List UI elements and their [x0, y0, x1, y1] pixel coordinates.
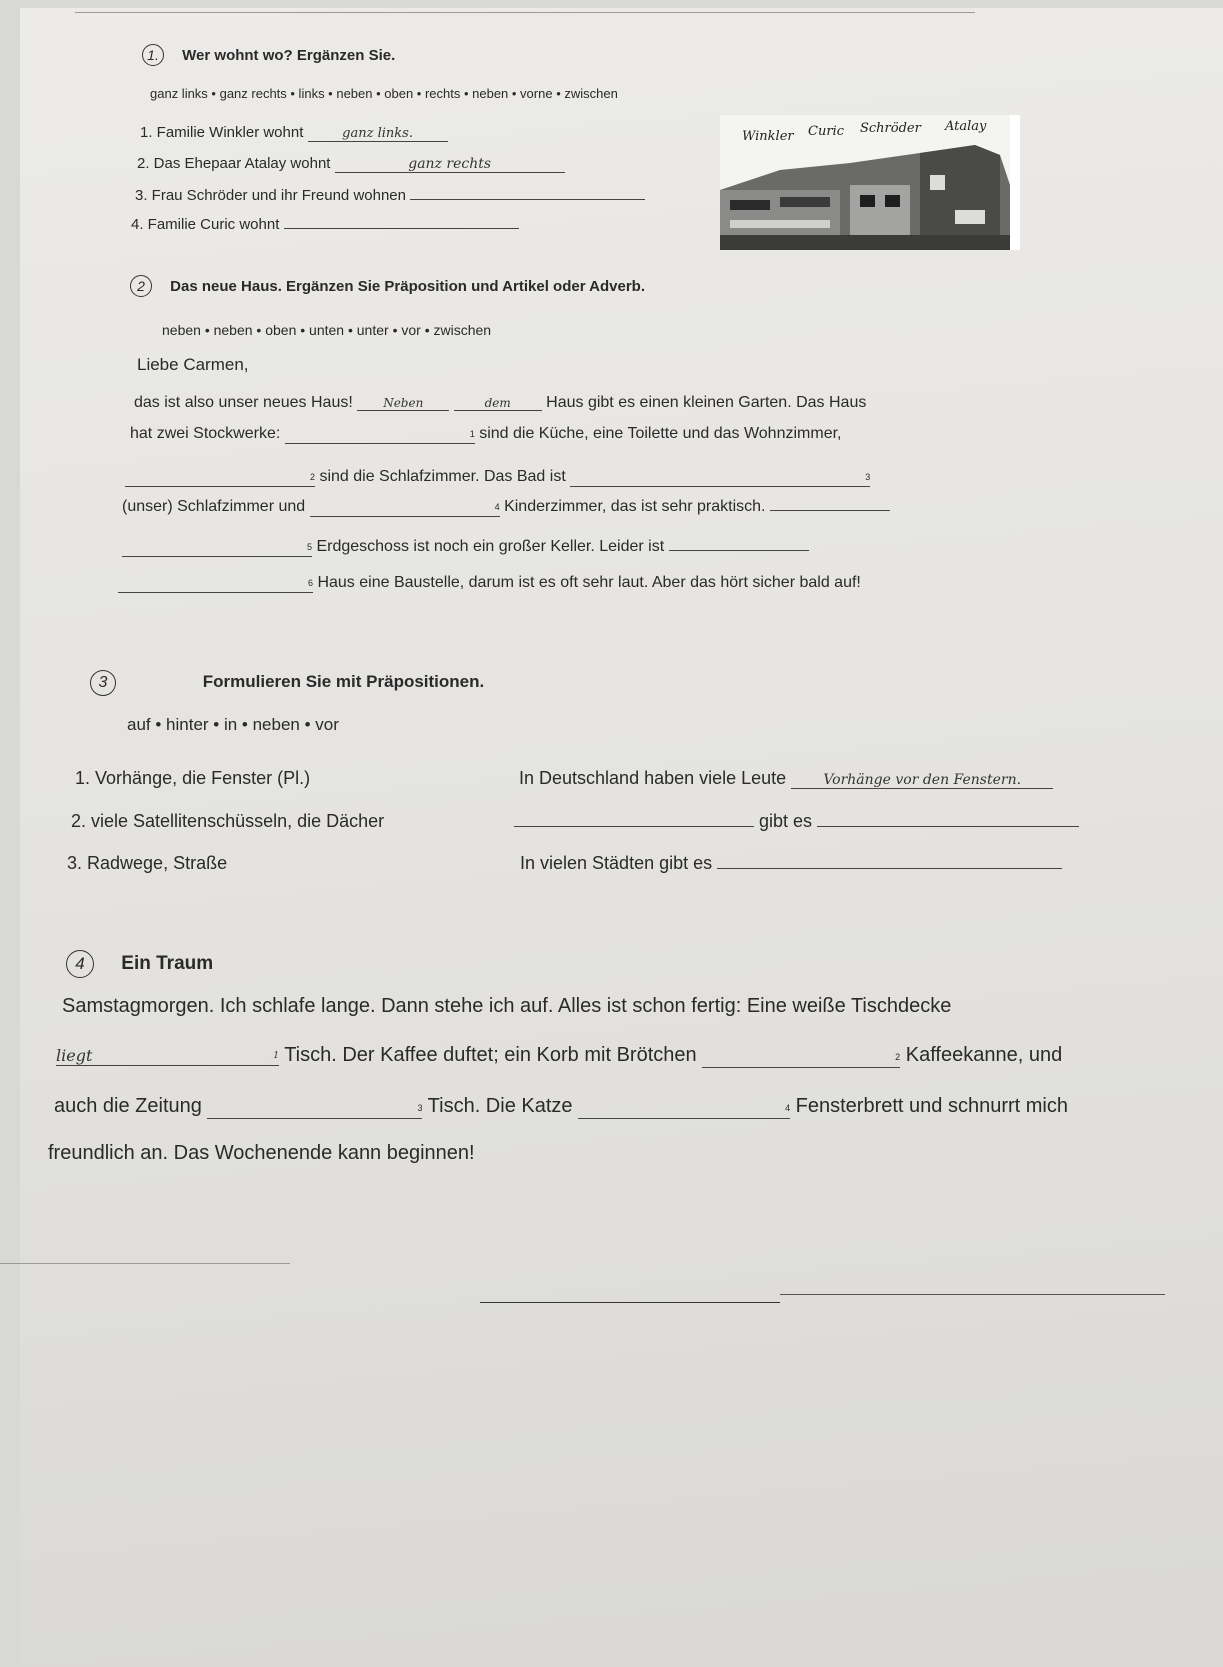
ex2-blank-4b[interactable] [770, 510, 890, 511]
ex2-line-4 [122, 498, 890, 517]
ex2-blank-3-number: 3 [865, 472, 871, 482]
ex3-blank-2a[interactable] [514, 826, 754, 827]
ex1-answer-1[interactable]: ganz links. [308, 126, 448, 142]
ex3-blank-3[interactable] [717, 868, 1062, 869]
ex1-item-2-text: 2. Das Ehepaar Atalay wohnt [137, 155, 331, 172]
ex4-blank-3[interactable] [207, 1095, 422, 1119]
ex2-number: 2 [130, 275, 152, 297]
building-photo [720, 115, 1020, 250]
ex3-row-2-prompt: gibt es [759, 811, 813, 831]
ex1-header [142, 44, 395, 66]
ex3-title: Formulieren Sie mit Präpositionen. [202, 672, 485, 691]
ex2-blank-5[interactable] [122, 538, 312, 557]
ex4-answer-1[interactable] [56, 1046, 279, 1066]
ex3-row-2-left: 2. viele Satellitenschüsseln, die Dächer [71, 811, 385, 831]
ex2-line-6 [118, 574, 861, 593]
ex1-item-4-text: 4. Familie Curic wohnt [131, 216, 280, 233]
ex2-line-4-end: Kinderzimmer, das ist sehr praktisch. [504, 498, 766, 515]
ex1-item-3 [135, 187, 645, 204]
ex1-item-4 [131, 216, 519, 233]
ex4-answer-1-text: liegt [56, 1046, 93, 1065]
ex2-line-2-end: sind die Küche, eine Toilette und das Wohnzimmer, [479, 425, 842, 442]
ex4-line-3-mid: Tisch. Die Katze [427, 1095, 573, 1117]
ex4-line-3-end: Fensterbrett und schnurrt mich [795, 1095, 1068, 1117]
ex2-line-5-end: Erdgeschoss ist noch ein großer Keller. Leider ist [316, 538, 665, 555]
ex3-row-3-left: 3. Radwege, Straße [67, 853, 228, 873]
ex1-answer-4[interactable] [284, 228, 519, 229]
ex4-line-2 [56, 1044, 1062, 1068]
ex2-wordbox: neben • neben • oben • unten • unter • vor • zwischen [162, 322, 492, 338]
ex2-line-6-end: Haus eine Baustelle, darum ist es oft sehr laut. Aber das hört sicher bald auf! [317, 574, 861, 591]
ex3-row-1-prompt: In Deutschland haben viele Leute [519, 768, 787, 788]
ex2-blank-6[interactable] [118, 574, 313, 593]
ex2-blank-1-number: 1 [469, 429, 475, 439]
ex2-line-1-start: das ist also unser neues Haus! [134, 394, 353, 411]
ex4-title: Ein Traum [121, 953, 214, 974]
ex2-blank-4[interactable] [310, 498, 500, 517]
ex2-blank-2[interactable] [125, 468, 315, 487]
photo-label-atalay: Atalay [945, 119, 987, 134]
ex4-line-2-mid: Tisch. Der Kaffee duftet; ein Korb mit Brötchen [284, 1044, 697, 1066]
ex2-line-2-start: hat zwei Stockwerke: [130, 425, 281, 442]
bottom-rule-1 [0, 1263, 290, 1264]
building-illustration [720, 115, 1020, 250]
ex4-line-2-end: Kaffeekanne, und [905, 1044, 1063, 1066]
ex2-line-5 [122, 538, 809, 557]
ex2-header [130, 275, 645, 297]
ex4-blank-4-number: 4 [785, 1103, 791, 1113]
ex4-line-1: Samstagmorgen. Ich schlafe lange. Dann stehe ich auf. Alles ist schon fertig: Eine weiße Tischdecke [62, 995, 952, 1017]
worksheet-page [20, 8, 1223, 1667]
ex2-title: Das neue Haus. Ergänzen Sie Präposition und Artikel oder Adverb. [170, 278, 646, 295]
ex1-answer-2[interactable]: ganz rechts [335, 156, 565, 173]
ex3-row-3-right [520, 853, 1062, 874]
ex3-header [90, 670, 484, 696]
photo-label-schroeder: Schröder [860, 121, 921, 136]
ex3-row-3-prompt: In vielen Städten gibt es [520, 853, 713, 873]
ex2-answer-b[interactable]: dem [454, 396, 542, 411]
ex4-number: 4 [66, 950, 94, 978]
ex2-line-4-start: (unser) Schlafzimmer und [122, 498, 306, 515]
ex2-line-2 [130, 425, 841, 444]
top-rule [75, 12, 975, 13]
photo-label-winkler: Winkler [742, 129, 794, 144]
ex3-row-1-right [519, 768, 1053, 789]
ex1-item-3-text: 3. Frau Schröder und ihr Freund wohnen [135, 187, 406, 204]
ex3-row-1-left: 1. Vorhänge, die Fenster (Pl.) [75, 768, 311, 788]
ex1-title: Wer wohnt wo? Ergänzen Sie. [182, 47, 396, 64]
ex4-blank-3-number: 3 [417, 1103, 423, 1113]
ex4-line-3-start: auch die Zeitung [54, 1095, 202, 1117]
ex2-line-1 [134, 394, 866, 412]
bottom-rule-2 [480, 1302, 780, 1303]
ex1-item-1-text: 1. Familie Winkler wohnt [140, 124, 304, 141]
ex4-header [66, 950, 213, 978]
ex1-wordbox: ganz links • ganz rechts • links • neben • oben • rechts • neben • vorne • zwischen [150, 86, 618, 101]
ex2-blank-1[interactable] [285, 425, 475, 444]
ex4-blank-2[interactable] [702, 1044, 900, 1068]
ex1-number: 1. [142, 44, 164, 66]
ex4-blank-1-number: 1 [273, 1051, 279, 1061]
photo-label-curic: Curic [808, 124, 844, 139]
ex3-answer-1[interactable]: Vorhänge vor den Fenstern. [791, 772, 1053, 789]
ex4-line-3 [54, 1095, 1068, 1119]
ex2-line-1-end: Haus gibt es einen kleinen Garten. Das Haus [546, 394, 867, 411]
ex2-answer-a[interactable]: Neben [357, 396, 449, 411]
ex4-line-4: freundlich an. Das Wochenende kann beginnen! [48, 1142, 475, 1164]
ex1-item-1 [140, 124, 448, 142]
ex3-number: 3 [90, 670, 116, 696]
ex3-wordbox: auf • hinter • in • neben • vor [127, 715, 339, 734]
ex2-line-3-mid: sind die Schlafzimmer. Das Bad ist [319, 468, 566, 485]
ex3-blank-2b[interactable] [817, 826, 1079, 827]
ex2-blank-4-number: 4 [494, 502, 500, 512]
bottom-rule-3 [780, 1294, 1165, 1295]
ex2-blank-5b[interactable] [669, 550, 809, 551]
ex2-blank-6-number: 6 [307, 578, 313, 588]
ex2-blank-3[interactable] [570, 468, 870, 487]
ex3-row-2-right [514, 811, 1079, 832]
ex2-blank-5-number: 5 [306, 542, 312, 552]
ex1-item-2 [137, 155, 565, 173]
ex4-blank-2-number: 2 [895, 1052, 901, 1062]
ex2-blank-2-number: 2 [309, 472, 315, 482]
ex1-answer-3[interactable] [410, 199, 645, 200]
ex4-blank-4[interactable] [578, 1095, 790, 1119]
ex2-greeting: Liebe Carmen, [137, 355, 249, 374]
ex2-line-3 [125, 468, 870, 487]
